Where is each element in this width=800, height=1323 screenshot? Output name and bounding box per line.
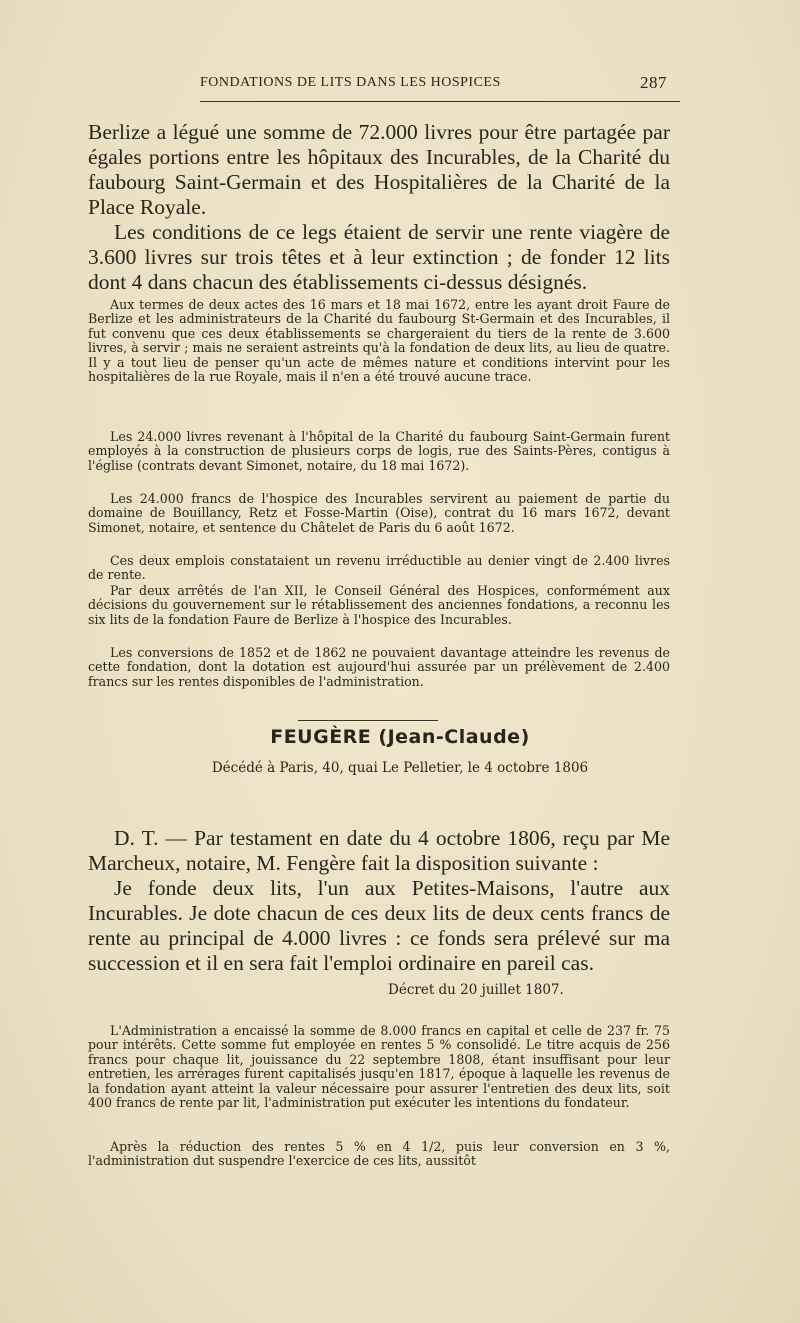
berlize-note-5: Par deux arrêtés de l'an XII, le Conseil Général des Hospices, conformément aux décisions du gouvernement sur le rétablissement des anciennes fondations, a reconnu les six lits de la fondation Faure de Berlize à l'hospice des Incurables. xyxy=(88,583,670,627)
berlize-note-6: Les conversions de 1852 et de 1862 ne pouvaient davantage atteindre les revenus de cette fondation, dont la dotation est aujourd'hui assurée par un prélèvement de 2.400 francs sur les rentes disponibles de l'administration. xyxy=(88,645,670,689)
berlize-note-4: Ces deux emplois constataient un revenu irréductible au denier vingt de 2.400 livres de rente. xyxy=(88,553,670,583)
feugere-note-2: Après la réduction des rentes 5 % en 4 1/2, puis leur conversion en 3 %, l'administration dut suspendre l'exercice de ces lits, aussitôt xyxy=(88,1139,670,1169)
berlize-note-3: Les 24.000 francs de l'hospice des Incurables servirent au paiement de partie du domaine de Bouillancy, Retz et Fosse-Martin (Oise), contrat du 16 mars 1672, devant Simonet, notaire, et sentence du Châtelet de Paris du 6 août 1672. xyxy=(88,491,670,535)
section-subheading: Décédé à Paris, 40, quai Le Pelletier, le 4 octobre 1806 xyxy=(211,760,589,776)
feugere-paragraph-2: Je fonde deux lits, l'un aux Petites-Maisons, l'autre aux Incurables. Je dote chacun de ces deux lits de deux cents francs de rente au principal de 4.000 livres : ce fonds sera prélevé sur ma succession et il en sera fait l'emploi ordinaire en pareil cas. xyxy=(88,876,670,975)
feugere-paragraph-1: D. T. — Par testament en date du 4 octobre 1806, reçu par Me Marcheux, notaire, M. Fengère fait la disposition suivante : xyxy=(88,826,670,875)
berlize-note-1: Aux termes de deux actes des 16 mars et 18 mai 1672, entre les ayant droit Faure de Berlize et les administrateurs de la Charité du faubourg St-Germain et des Incurables, il fut convenu que ces deux établissements se chargeraient du tiers de la rente de 3.600 livres, à servir ; mais ne seraient astreints qu'à la fondation de deux lits, au lieu de quatre. Il y a tout lieu de penser qu'un acte de mêmes nature et conditions intervint pour les hospitalières de la rue Royale, mais il n'en a été trouvé aucune trace. xyxy=(88,297,670,385)
decree-line: Décret du 20 juillet 1807. xyxy=(388,982,564,998)
section-heading: FEUGÈRE (Jean-Claude) xyxy=(270,726,530,748)
page-number: 287 xyxy=(640,73,667,92)
feugere-note-1: L'Administration a encaissé la somme de 8.000 francs en capital et celle de 237 fr. 75 pour intérêts. Cette somme fut employée en rentes 5 % consolidé. Le titre acquis de 256 francs pour chaque lit, jouissance du 22 septembre 1808, étant insuffisant pour leur entretien, les arrérages furent capitalisés jusqu'en 1817, époque à laquelle les revenus de la fondation ayant atteint la valeur nécessaire pour assurer l'entretien des deux lits, soit 400 francs de rente par lit, l'administration put exécuter les intentions du fondateur. xyxy=(88,1023,670,1111)
running-header xyxy=(0,75,800,95)
running-title: FONDATIONS DE LITS DANS LES HOSPICES xyxy=(200,75,501,90)
section-separator xyxy=(298,720,438,721)
header-rule xyxy=(200,101,680,102)
berlize-paragraph-1: Berlize a légué une somme de 72.000 livres pour être partagée par égales portions entre les hôpitaux des Incurables, de la Charité du faubourg Saint-Germain et des Hospitalières de la Charité de la Place Royale. xyxy=(88,120,670,219)
berlize-note-2: Les 24.000 livres revenant à l'hôpital de la Charité du faubourg Saint-Germain furent employés à la construction de plusieurs corps de logis, rue des Saints-Pères, contigus à l'église (contrats devant Simonet, notaire, du 18 mai 1672). xyxy=(88,429,670,473)
berlize-paragraph-2: Les conditions de ce legs étaient de servir une rente viagère de 3.600 livres sur trois têtes et à leur extinction ; de fonder 12 lits dont 4 dans chacun des établissements ci-dessus désignés. xyxy=(88,220,670,294)
